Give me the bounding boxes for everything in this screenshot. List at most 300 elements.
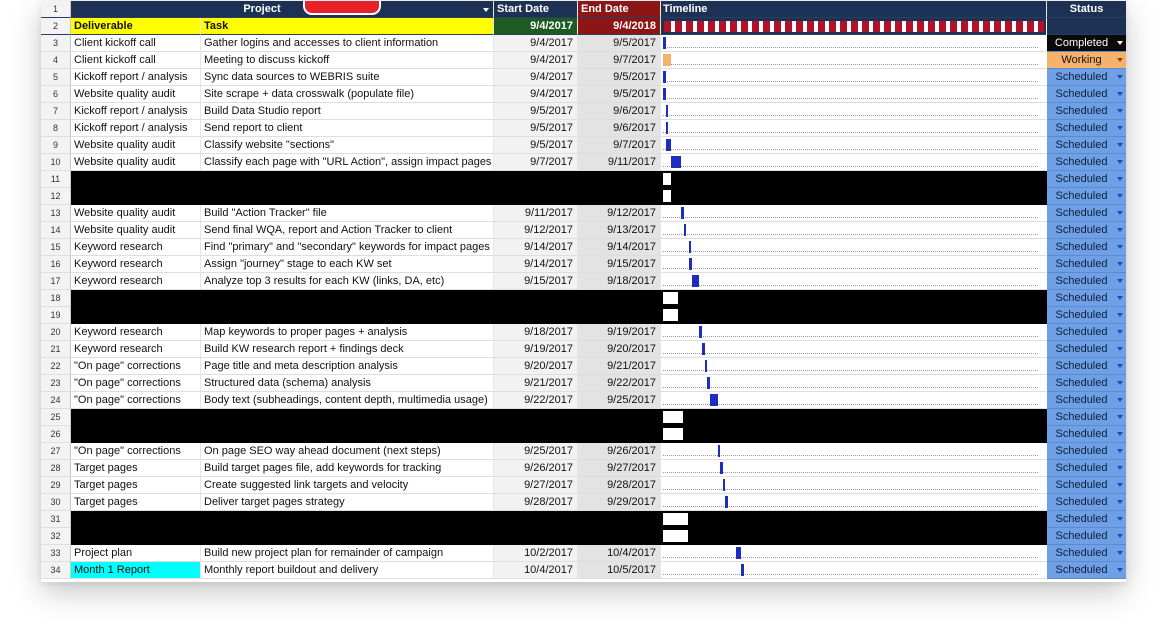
status-label: Scheduled [1055, 428, 1108, 440]
timeline-cell [661, 120, 1046, 137]
chevron-down-icon[interactable] [1117, 568, 1123, 572]
status-dropdown[interactable] [1047, 69, 1126, 86]
status-label: Scheduled [1055, 309, 1108, 321]
header-row-2 [41, 18, 1126, 35]
status-label: Scheduled [1055, 122, 1108, 134]
timeline-cell [661, 494, 1046, 511]
row-number[interactable]: 33 [41, 545, 71, 562]
start-date-cell[interactable]: 9/20/2017 [494, 358, 578, 375]
status-dropdown[interactable] [1047, 154, 1126, 171]
timeline-cell [661, 477, 1046, 494]
status-dropdown[interactable] [1047, 222, 1126, 239]
timeline-gridline [663, 47, 1038, 48]
deliverable-cell[interactable]: Website quality audit [71, 205, 201, 222]
status-dropdown[interactable] [1047, 443, 1126, 460]
separator-marker [663, 173, 671, 185]
end-date-cell[interactable]: 9/12/2017 [578, 205, 661, 222]
timeline-cell [661, 375, 1046, 392]
start-date-cell[interactable]: 9/25/2017 [494, 443, 578, 460]
task-cell[interactable]: Meeting to discuss kickoff [201, 52, 494, 69]
chevron-down-icon[interactable] [1117, 500, 1123, 504]
sheet-row [41, 358, 1126, 375]
deliverable-cell[interactable]: Keyword research [71, 341, 201, 358]
task-cell[interactable]: On page SEO way ahead document (next steps) [201, 443, 494, 460]
chevron-down-icon[interactable] [1117, 296, 1123, 300]
deliverable-cell[interactable]: Keyword research [71, 324, 201, 341]
chevron-down-icon[interactable] [1117, 466, 1123, 470]
deliverable-cell[interactable]: Month 1 Report [71, 562, 201, 579]
separator-marker [663, 292, 678, 304]
start-date-cell[interactable]: 9/12/2017 [494, 222, 578, 239]
deliverable-cell[interactable]: "On page" corrections [71, 443, 201, 460]
row-number[interactable]: 28 [41, 460, 71, 477]
sheet-row [41, 460, 1126, 477]
status-label: Scheduled [1055, 547, 1108, 559]
task-cell[interactable]: Build target pages file, add keywords for tracking [201, 460, 494, 477]
sheet-row [41, 154, 1126, 171]
chevron-down-icon[interactable] [1117, 143, 1123, 147]
end-date-cell[interactable]: 9/22/2017 [578, 375, 661, 392]
end-date-cell[interactable]: 9/21/2017 [578, 358, 661, 375]
status-dropdown[interactable] [1047, 205, 1126, 222]
deliverable-cell[interactable]: Keyword research [71, 273, 201, 290]
deliverable-cell[interactable]: Website quality audit [71, 86, 201, 103]
row-number[interactable]: 26 [41, 426, 71, 443]
separator-marker [663, 309, 678, 321]
chevron-down-icon[interactable] [1117, 330, 1123, 334]
row-number[interactable]: 8 [41, 120, 71, 137]
timeline-bar [710, 394, 718, 406]
chevron-down-icon[interactable] [1117, 41, 1123, 45]
sheet-row [41, 562, 1126, 579]
status-dropdown[interactable] [1047, 188, 1126, 205]
start-date-cell[interactable]: 10/2/2017 [494, 545, 578, 562]
chevron-down-icon[interactable] [1117, 160, 1123, 164]
timeline-stripe [664, 21, 1044, 32]
row-number[interactable]: 29 [41, 477, 71, 494]
timeline-gridline [663, 64, 1038, 65]
status-label: Scheduled [1055, 105, 1108, 117]
task-cell[interactable]: Send final WQA, report and Action Tracker to client [201, 222, 494, 239]
status-label: Scheduled [1055, 445, 1108, 457]
status-label: Scheduled [1055, 462, 1108, 474]
sheet-row [41, 103, 1126, 120]
sheet-row [41, 35, 1126, 52]
row-number[interactable]: 4 [41, 52, 71, 69]
deliverable-cell[interactable]: Target pages [71, 494, 201, 511]
start-date-header[interactable]: Start Date [494, 1, 578, 18]
end-date-cell[interactable]: 9/6/2017 [578, 120, 661, 137]
sheet-row [41, 137, 1126, 154]
timeline-bar [699, 326, 702, 338]
deliverable-cell[interactable]: "On page" corrections [71, 358, 201, 375]
chevron-down-icon[interactable] [1117, 432, 1123, 436]
status-dropdown[interactable] [1047, 375, 1126, 392]
status-dropdown[interactable] [1047, 511, 1126, 528]
status-dropdown[interactable] [1047, 409, 1126, 426]
separator-marker [663, 411, 683, 423]
start-date-cell[interactable]: 9/28/2017 [494, 494, 578, 511]
deliverable-cell[interactable]: Keyword research [71, 256, 201, 273]
deliverable-cell[interactable]: Client kickoff call [71, 52, 201, 69]
status-dropdown[interactable] [1047, 103, 1126, 120]
sheet-row [41, 443, 1126, 460]
deliverable-cell[interactable]: Website quality audit [71, 154, 201, 171]
chevron-down-icon[interactable] [1117, 398, 1123, 402]
status-dropdown[interactable] [1047, 426, 1126, 443]
row-number[interactable]: 13 [41, 205, 71, 222]
end-date-cell[interactable]: 9/14/2017 [578, 239, 661, 256]
timeline-bar [689, 258, 692, 270]
start-date-cell[interactable]: 9/22/2017 [494, 392, 578, 409]
task-cell[interactable]: Build KW research report + findings deck [201, 341, 494, 358]
end-date-cell[interactable]: 9/11/2017 [578, 154, 661, 171]
start-date-cell[interactable]: 9/11/2017 [494, 205, 578, 222]
status-dropdown[interactable] [1047, 239, 1126, 256]
section-separator [71, 290, 1047, 324]
chevron-down-icon[interactable] [483, 8, 489, 12]
end-date-cell[interactable]: 10/5/2017 [578, 562, 661, 579]
end-date-cell[interactable]: 9/19/2017 [578, 324, 661, 341]
start-date-cell[interactable]: 9/14/2017 [494, 239, 578, 256]
row-number[interactable]: 19 [41, 307, 71, 324]
start-date-cell[interactable]: 9/27/2017 [494, 477, 578, 494]
project-start-date[interactable]: 9/4/2017 [494, 18, 578, 35]
row-number[interactable]: 10 [41, 154, 71, 171]
status-dropdown[interactable] [1047, 460, 1126, 477]
status-label: Scheduled [1055, 343, 1108, 355]
status-header[interactable]: Status [1047, 1, 1126, 18]
start-date-cell[interactable]: 9/4/2017 [494, 69, 578, 86]
status-label: Scheduled [1055, 207, 1108, 219]
row-number[interactable]: 12 [41, 188, 71, 205]
timeline-bar [666, 122, 669, 134]
deliverable-cell[interactable]: Kickoff report / analysis [71, 69, 201, 86]
row-number[interactable]: 34 [41, 562, 71, 579]
timeline-cell [661, 154, 1046, 171]
row-number[interactable]: 25 [41, 409, 71, 426]
deliverable-cell[interactable]: Kickoff report / analysis [71, 103, 201, 120]
timeline-gridline [663, 115, 1038, 116]
task-cell[interactable]: Site scrape + data crosswalk (populate file) [201, 86, 494, 103]
timeline-cell [661, 69, 1046, 86]
sheet-row [41, 494, 1126, 511]
timeline-cell [661, 205, 1046, 222]
status-dropdown[interactable] [1047, 52, 1126, 69]
deliverable-cell[interactable]: Keyword research [71, 239, 201, 256]
start-date-cell[interactable]: 9/14/2017 [494, 256, 578, 273]
timeline-bar [684, 224, 687, 236]
chevron-down-icon[interactable] [1117, 245, 1123, 249]
end-date-cell[interactable]: 9/20/2017 [578, 341, 661, 358]
status-dropdown[interactable] [1047, 477, 1126, 494]
row-number[interactable]: 32 [41, 528, 71, 545]
start-date-cell[interactable]: 10/4/2017 [494, 562, 578, 579]
timeline-cell [661, 341, 1046, 358]
deliverable-cell[interactable]: Website quality audit [71, 137, 201, 154]
sheet-row [41, 375, 1126, 392]
start-date-cell[interactable]: 9/5/2017 [494, 120, 578, 137]
row-number[interactable]: 9 [41, 137, 71, 154]
row-number[interactable]: 11 [41, 171, 71, 188]
status-dropdown[interactable] [1047, 494, 1126, 511]
timeline-cell [661, 460, 1046, 477]
chevron-down-icon[interactable] [1117, 483, 1123, 487]
timeline-gridline [663, 285, 1038, 286]
timeline-gridline [663, 370, 1038, 371]
timeline-gridline [663, 387, 1038, 388]
start-date-cell[interactable]: 9/21/2017 [494, 375, 578, 392]
row-number[interactable]: 2 [41, 18, 71, 35]
timeline-cell [661, 137, 1046, 154]
status-dropdown[interactable] [1047, 562, 1126, 579]
row-number[interactable]: 18 [41, 290, 71, 307]
status-dropdown[interactable] [1047, 137, 1126, 154]
status-label: Scheduled [1055, 496, 1108, 508]
deliverable-cell[interactable]: Kickoff report / analysis [71, 120, 201, 137]
start-date-cell[interactable]: 9/5/2017 [494, 103, 578, 120]
row-number[interactable]: 23 [41, 375, 71, 392]
task-cell[interactable]: Deliver target pages strategy [201, 494, 494, 511]
chevron-down-icon[interactable] [1117, 109, 1123, 113]
timeline-bar [692, 275, 700, 287]
chevron-down-icon[interactable] [1117, 279, 1123, 283]
chevron-down-icon[interactable] [1117, 313, 1123, 317]
sheet-row [41, 392, 1126, 409]
timeline-bar [666, 139, 671, 151]
deliverable-cell[interactable]: Target pages [71, 460, 201, 477]
timeline-gridline [663, 336, 1038, 337]
status-label: Scheduled [1055, 479, 1108, 491]
project-end-date[interactable]: 9/4/2018 [578, 18, 661, 35]
row-number[interactable]: 24 [41, 392, 71, 409]
sheet-row [41, 545, 1126, 562]
task-cell[interactable]: Build new project plan for remainder of campaign [201, 545, 494, 562]
timeline-bar [725, 496, 728, 508]
task-cell[interactable]: Sync data sources to WEBRIS suite [201, 69, 494, 86]
status-dropdown[interactable] [1047, 545, 1126, 562]
deliverable-cell[interactable]: "On page" corrections [71, 392, 201, 409]
task-cell[interactable]: Map keywords to proper pages + analysis [201, 324, 494, 341]
status-label: Scheduled [1055, 258, 1108, 270]
section-separator [71, 171, 1047, 205]
separator-marker [663, 513, 688, 525]
start-date-cell[interactable]: 9/5/2017 [494, 137, 578, 154]
row-number[interactable]: 14 [41, 222, 71, 239]
timeline-bar [671, 156, 681, 168]
deliverable-cell[interactable]: "On page" corrections [71, 375, 201, 392]
row-number[interactable]: 5 [41, 69, 71, 86]
chevron-down-icon[interactable] [1117, 415, 1123, 419]
status-dropdown[interactable] [1047, 86, 1126, 103]
timeline-bar [741, 564, 744, 576]
sheet-row [41, 86, 1126, 103]
status-label: Scheduled [1055, 292, 1108, 304]
start-date-cell[interactable]: 9/15/2017 [494, 273, 578, 290]
task-cell[interactable]: Create suggested link targets and velocity [201, 477, 494, 494]
row-number[interactable]: 31 [41, 511, 71, 528]
sheet-row [41, 477, 1126, 494]
task-cell[interactable]: Monthly report buildout and delivery [201, 562, 494, 579]
chevron-down-icon[interactable] [1117, 228, 1123, 232]
timeline-gridline [663, 353, 1038, 354]
timeline-header[interactable]: Timeline [661, 1, 1047, 18]
task-cell[interactable]: Analyze top 3 results for each KW (links, DA, etc) [201, 273, 494, 290]
row-number[interactable]: 3 [41, 35, 71, 52]
task-cell[interactable]: Body text (subheadings, content depth, multimedia usage) [201, 392, 494, 409]
task-cell[interactable]: Classify website "sections" [201, 137, 494, 154]
status-label: Scheduled [1055, 564, 1108, 576]
chevron-down-icon[interactable] [1117, 194, 1123, 198]
status-dropdown[interactable] [1047, 392, 1126, 409]
end-date-cell[interactable]: 9/18/2017 [578, 273, 661, 290]
status-dropdown[interactable] [1047, 324, 1126, 341]
end-date-cell[interactable]: 9/5/2017 [578, 86, 661, 103]
end-date-cell[interactable]: 9/15/2017 [578, 256, 661, 273]
status-dropdown[interactable] [1047, 358, 1126, 375]
task-cell[interactable]: Gather logins and accesses to client information [201, 35, 494, 52]
timeline-gridline [663, 251, 1038, 252]
deliverable-cell[interactable]: Client kickoff call [71, 35, 201, 52]
end-date-cell[interactable]: 9/5/2017 [578, 35, 661, 52]
timeline-cell [661, 222, 1046, 239]
task-cell[interactable]: Page title and meta description analysis [201, 358, 494, 375]
row-number[interactable]: 16 [41, 256, 71, 273]
deliverable-cell[interactable]: Website quality audit [71, 222, 201, 239]
timeline-cell [661, 35, 1046, 52]
task-cell[interactable]: Find "primary" and "secondary" keywords for impact pages [201, 239, 494, 256]
status-header-blank[interactable] [1047, 18, 1126, 35]
end-date-cell[interactable]: 9/26/2017 [578, 443, 661, 460]
row-number[interactable]: 22 [41, 358, 71, 375]
end-date-cell[interactable]: 9/27/2017 [578, 460, 661, 477]
chevron-down-icon[interactable] [1117, 177, 1123, 181]
row-number[interactable]: 1 [41, 1, 71, 18]
chevron-down-icon[interactable] [1117, 551, 1123, 555]
status-dropdown[interactable] [1047, 171, 1126, 188]
chevron-down-icon[interactable] [1117, 381, 1123, 385]
separator-marker [663, 530, 688, 542]
end-date-cell[interactable]: 9/6/2017 [578, 103, 661, 120]
timeline-cell [661, 103, 1046, 120]
sheet-row [41, 256, 1126, 273]
start-date-cell[interactable]: 9/26/2017 [494, 460, 578, 477]
row-number[interactable]: 17 [41, 273, 71, 290]
row-number[interactable]: 21 [41, 341, 71, 358]
end-date-cell[interactable]: 10/4/2017 [578, 545, 661, 562]
task-cell[interactable]: Structured data (schema) analysis [201, 375, 494, 392]
start-date-cell[interactable]: 9/4/2017 [494, 35, 578, 52]
timeline-cell [661, 562, 1046, 579]
status-dropdown[interactable] [1047, 120, 1126, 137]
row-number[interactable]: 15 [41, 239, 71, 256]
chevron-down-icon[interactable] [1117, 92, 1123, 96]
status-dropdown[interactable] [1047, 273, 1126, 290]
end-date-cell[interactable]: 9/5/2017 [578, 69, 661, 86]
timeline-gridline [663, 132, 1038, 133]
chevron-down-icon[interactable] [1117, 75, 1123, 79]
deliverable-cell[interactable]: Project plan [71, 545, 201, 562]
row-number[interactable]: 30 [41, 494, 71, 511]
task-cell[interactable]: Build "Action Tracker" file [201, 205, 494, 222]
status-dropdown[interactable] [1047, 35, 1126, 52]
status-dropdown[interactable] [1047, 307, 1126, 324]
timeline-gridline [663, 234, 1038, 235]
row-number[interactable]: 7 [41, 103, 71, 120]
task-cell[interactable]: Build Data Studio report [201, 103, 494, 120]
row-number[interactable]: 27 [41, 443, 71, 460]
row-number[interactable]: 20 [41, 324, 71, 341]
task-cell[interactable]: Classify each page with "URL Action", assign impact pages [201, 154, 494, 171]
status-label: Scheduled [1055, 411, 1108, 423]
end-date-cell[interactable]: 9/7/2017 [578, 137, 661, 154]
row-number[interactable]: 6 [41, 86, 71, 103]
chevron-down-icon[interactable] [1117, 262, 1123, 266]
status-label: Scheduled [1055, 173, 1108, 185]
chevron-down-icon[interactable] [1117, 347, 1123, 351]
timeline-cell [661, 392, 1046, 409]
status-dropdown[interactable] [1047, 528, 1126, 545]
timeline-cell [661, 324, 1046, 341]
project-header[interactable] [71, 1, 494, 18]
chevron-down-icon[interactable] [1117, 534, 1123, 538]
chevron-down-icon[interactable] [1117, 449, 1123, 453]
chevron-down-icon[interactable] [1117, 126, 1123, 130]
timeline-bar [663, 37, 666, 49]
chevron-down-icon[interactable] [1117, 211, 1123, 215]
start-date-cell[interactable]: 9/18/2017 [494, 324, 578, 341]
timeline-bar [736, 547, 741, 559]
status-dropdown[interactable] [1047, 341, 1126, 358]
status-dropdown[interactable] [1047, 256, 1126, 273]
end-date-header[interactable]: End Date [578, 1, 661, 18]
timeline-bar [689, 241, 691, 253]
end-date-cell[interactable]: 9/7/2017 [578, 52, 661, 69]
sheet-row [41, 222, 1126, 239]
task-cell[interactable]: Assign "journey" stage to each KW set [201, 256, 494, 273]
deliverable-header[interactable]: Deliverable [71, 18, 201, 35]
status-label: Scheduled [1055, 139, 1108, 151]
task-header[interactable]: Task [201, 18, 494, 35]
start-date-cell[interactable]: 9/19/2017 [494, 341, 578, 358]
status-label: Scheduled [1055, 377, 1108, 389]
timeline-cell [661, 545, 1046, 562]
timeline-cell [661, 358, 1046, 375]
task-cell[interactable]: Send report to client [201, 120, 494, 137]
timeline-gridline [663, 98, 1038, 99]
status-label: Scheduled [1055, 326, 1108, 338]
end-date-cell[interactable]: 9/29/2017 [578, 494, 661, 511]
end-date-cell[interactable]: 9/28/2017 [578, 477, 661, 494]
header-row-1 [41, 1, 1126, 18]
end-date-cell[interactable]: 9/13/2017 [578, 222, 661, 239]
start-date-cell[interactable]: 9/4/2017 [494, 86, 578, 103]
chevron-down-icon[interactable] [1117, 517, 1123, 521]
timeline-bar [720, 462, 723, 474]
timeline-gridline [663, 268, 1038, 269]
status-dropdown[interactable] [1047, 290, 1126, 307]
timeline-gridline [663, 506, 1038, 507]
chevron-down-icon[interactable] [1117, 58, 1123, 62]
end-date-cell[interactable]: 9/25/2017 [578, 392, 661, 409]
start-date-cell[interactable]: 9/4/2017 [494, 52, 578, 69]
chevron-down-icon[interactable] [1117, 364, 1123, 368]
deliverable-cell[interactable]: Target pages [71, 477, 201, 494]
timeline-gridline [663, 166, 1038, 167]
start-date-cell[interactable]: 9/7/2017 [494, 154, 578, 171]
status-label: Scheduled [1055, 71, 1108, 83]
filter-indicator [303, 1, 381, 15]
